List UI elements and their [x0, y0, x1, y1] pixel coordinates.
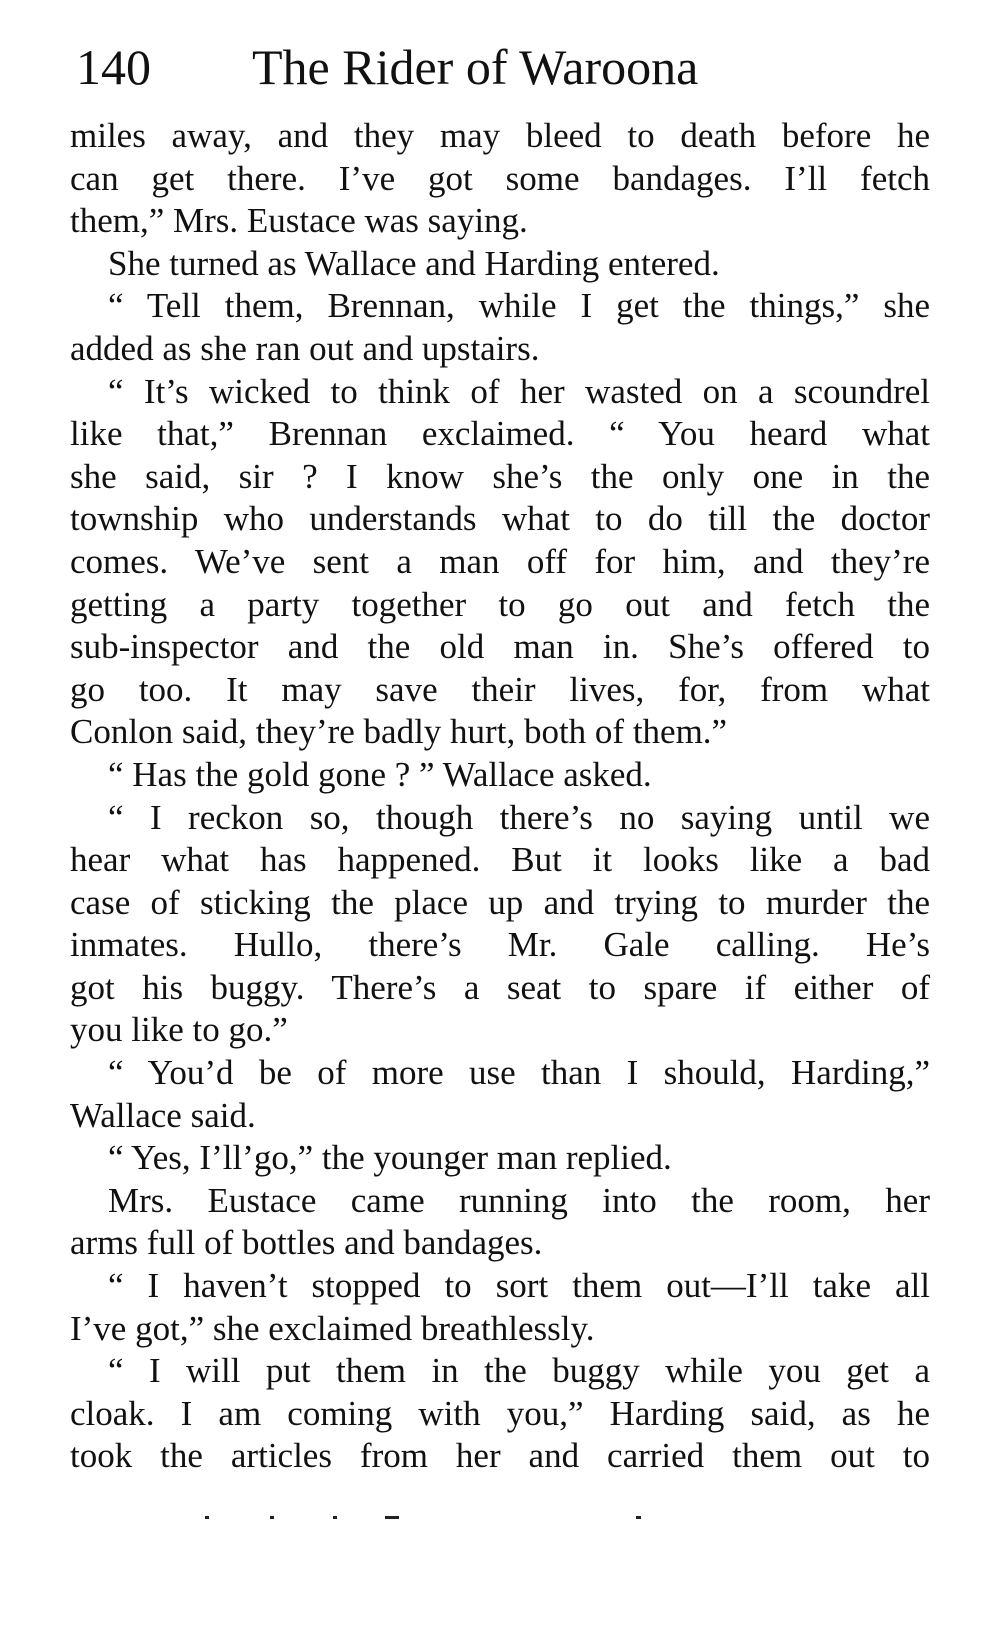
scan-mark — [205, 1516, 209, 1519]
text-line: “ You’d be of more use than I should, Harding,” — [108, 1053, 930, 1093]
text-line: got his buggy. There’s a seat to spare if either of — [70, 967, 930, 1007]
running-head — [76, 32, 926, 102]
text-line: them,” Mrs. Eustace was saying. — [70, 201, 528, 241]
body-text — [70, 115, 930, 1478]
text-line: Wallace said. — [70, 1095, 256, 1135]
scan-mark — [270, 1516, 274, 1519]
text-line: “ Yes, I’ll’go,” the younger man replied. — [108, 1138, 672, 1178]
scan-mark — [333, 1516, 337, 1519]
text-line: Conlon said, they’re badly hurt, both of them.” — [70, 712, 728, 752]
text-line: go too. It may save their lives, for, from what — [70, 669, 930, 709]
text-line: cloak. I am coming with you,” Harding said, as he — [70, 1393, 930, 1433]
text-line: getting a party together to go out and fetch the — [70, 584, 930, 624]
text-line: Mrs. Eustace came running into the room, her — [108, 1180, 930, 1220]
text-line: can get there. I’ve got some bandages. I’ll fetch — [70, 158, 930, 198]
text-line: hear what has happened. But it looks like a bad — [70, 840, 930, 880]
text-line: added as she ran out and upstairs. — [70, 328, 540, 368]
scan-mark — [636, 1516, 641, 1519]
text-line: like that,” Brennan exclaimed. “ You heard what — [70, 414, 930, 454]
page-number: 140 — [76, 39, 151, 95]
text-line: she said, sir ? I know she’s the only one in the — [70, 456, 930, 496]
text-line: arms full of bottles and bandages. — [70, 1223, 543, 1263]
text-line: She turned as Wallace and Harding entered. — [108, 243, 720, 283]
scan-mark — [385, 1516, 399, 1519]
text-line: comes. We’ve sent a man off for him, and they’re — [70, 541, 930, 581]
text-line: “ I haven’t stopped to sort them out—I’ll take all — [108, 1266, 930, 1306]
text-line: “ Tell them, Brennan, while I get the things,” she — [108, 286, 930, 326]
text-line: case of sticking the place up and trying to murder the — [70, 882, 930, 922]
text-line: you like to go.” — [70, 1010, 288, 1050]
text-line: township who understands what to do till the doctor — [70, 499, 930, 539]
text-line: “ I reckon so, though there’s no saying until we — [108, 797, 930, 837]
text-line: “ Has the gold gone ? ” Wallace asked. — [108, 754, 652, 794]
text-line: “ I will put them in the buggy while you get a — [108, 1351, 930, 1391]
text-line: I’ve got,” she exclaimed breathlessly. — [70, 1308, 595, 1348]
text-line: inmates. Hullo, there’s Mr. Gale calling. He’s — [70, 925, 930, 965]
bottom-scan-marks — [0, 1516, 1000, 1526]
book-title: The Rider of Waroona — [252, 39, 699, 95]
text-line: miles away, and they may bleed to death before he — [70, 116, 930, 155]
text-line: “ It’s wicked to think of her wasted on a scoundrel — [108, 371, 930, 411]
text-line: sub-inspector and the old man in. She’s offered to — [70, 627, 930, 667]
text-line: took the articles from her and carried them out to — [70, 1436, 930, 1476]
